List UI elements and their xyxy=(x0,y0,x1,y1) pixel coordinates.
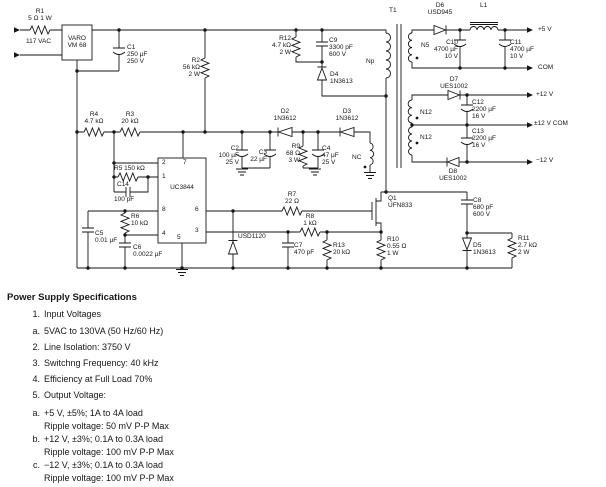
label-c11: C11 4700 µF 10 V xyxy=(510,39,534,60)
label-d3: D3 1N3612 xyxy=(335,108,359,122)
spec-text: Line Isolation: 3750 V xyxy=(44,342,131,352)
output-arrow xyxy=(527,122,533,128)
resistor-r1-symbol xyxy=(30,26,50,34)
spec-text: +5 V, ±5%; 1A to 4A load Ripple voltage: 50 mV P-P Max xyxy=(44,408,169,431)
label-rail-com: COM xyxy=(538,64,554,71)
resistor-r10-symbol xyxy=(377,240,385,260)
label-l1: L1 xyxy=(480,2,488,9)
label-pin-4: 4 xyxy=(162,230,166,237)
label-c9: C9 3300 pF 600 V xyxy=(329,37,353,58)
label-r12: R12 4.7 kΩ 2 W xyxy=(272,35,291,56)
label-r3: R3 20 kΩ xyxy=(121,111,139,125)
label-pin-6: 6 xyxy=(195,206,199,213)
diode-d3-symbol xyxy=(340,128,354,137)
spec-text: Output Voltage: xyxy=(44,390,107,400)
diode-usd1120-symbol xyxy=(229,241,238,255)
output-arrow xyxy=(527,27,533,33)
resistor-r6-symbol xyxy=(121,213,129,233)
label-d4: D4 1N3613 xyxy=(330,71,353,85)
label-r10: R10 0.55 Ω 1 W xyxy=(387,236,407,257)
label-117vac: 117 VAC xyxy=(26,38,52,45)
capacitor-c9-symbol xyxy=(316,42,328,46)
label-t1: T1 xyxy=(389,7,397,14)
winding-n5 xyxy=(408,33,412,62)
label-c5: C5 0.01 µF xyxy=(95,230,118,244)
label-winding-nc: NC xyxy=(352,154,362,161)
specs-title: Power Supply Specifications xyxy=(7,292,137,303)
label-usd1120: USD1120 xyxy=(238,233,266,240)
resistor-r13-symbol xyxy=(323,240,331,260)
output-arrow xyxy=(527,92,533,98)
label-r4: R4 4.7 kΩ xyxy=(84,111,104,125)
label-d5: D5 1N3613 xyxy=(473,242,496,256)
label-winding-n12-upper: N12 xyxy=(420,109,432,116)
label-c2: C2 100 µF 25 V xyxy=(218,145,239,166)
spec-text: Switchng Frequency: 40 kHz xyxy=(44,358,159,368)
label-r9: R9 68 Ω 3 W xyxy=(286,143,300,164)
label-q1: Q1 UFN833 xyxy=(388,195,413,209)
label-c1: C1 250 µF 250 V xyxy=(127,44,148,65)
input-arrow xyxy=(14,52,20,58)
resistor-r3-symbol xyxy=(120,128,140,136)
winding-np xyxy=(386,33,391,78)
label-rail-pm12com: ±12 V COM xyxy=(534,120,568,127)
spec-text: 5VAC to 130VA (50 Hz/60 Hz) xyxy=(44,326,164,336)
spec-marker: c. xyxy=(32,460,40,470)
output-arrow xyxy=(527,159,533,165)
label-pin-7: 7 xyxy=(183,159,187,166)
spec-marker: b. xyxy=(32,434,40,444)
capacitor-c6-symbol xyxy=(119,243,131,247)
ground-icon xyxy=(364,173,376,179)
label-c13: C13 2200 µF 16 V xyxy=(472,128,496,149)
spec-marker: a. xyxy=(32,326,40,336)
spec-text: Efficiency at Full Load 70% xyxy=(44,374,153,384)
diode-d8-symbol xyxy=(447,158,459,167)
label-r1: R1 5 Ω 1 W xyxy=(28,8,52,22)
label-d6: D6 USD945 xyxy=(427,2,453,16)
diode-d6-symbol xyxy=(434,26,446,35)
output-arrow xyxy=(527,65,533,71)
label-pin-8: 8 xyxy=(162,206,166,213)
diode-d4-symbol xyxy=(318,67,327,80)
label-r2: R2 56 kΩ 2 W xyxy=(182,57,200,78)
label-pin-3: 3 xyxy=(195,227,199,234)
resistor-r2-symbol xyxy=(201,58,209,78)
label-pin-1: 1 xyxy=(162,173,166,180)
label-pin-5: 5 xyxy=(177,234,181,241)
diode-d7-symbol xyxy=(448,91,460,100)
label-c12: C12 2200 µF 16 V xyxy=(472,99,496,120)
winding-nc xyxy=(370,143,374,165)
label-c6: C6 0.0022 µF xyxy=(133,244,163,258)
diode-d5-symbol xyxy=(463,238,472,251)
resistor-r9-symbol xyxy=(299,146,307,166)
spec-marker: 1. xyxy=(32,309,40,319)
resistor-r11-symbol xyxy=(508,238,516,258)
label-c14: C14 xyxy=(117,181,129,188)
spec-marker: 3. xyxy=(32,358,40,368)
label-winding-n5: N5 xyxy=(421,42,430,49)
label-r5: R5 150 kΩ xyxy=(114,165,145,172)
ground-icon xyxy=(309,169,321,175)
label-winding-np: Np xyxy=(366,58,375,65)
resistor-r4-symbol xyxy=(84,128,104,136)
label-c10: C10 4700 µF 10 V xyxy=(434,39,458,60)
diode-d2-symbol xyxy=(278,128,292,137)
spec-marker: 5. xyxy=(32,390,40,400)
label-r7: R7 22 Ω xyxy=(285,191,299,205)
spec-marker: 4. xyxy=(32,374,40,384)
mosfet-q1-symbol xyxy=(372,192,381,232)
label-c8: C8 680 pF 600 V xyxy=(473,197,494,218)
winding-n12-lower xyxy=(409,127,412,155)
spec-text: −12 V, ±3%; 0.1A to 0.3A load Ripple voltage: 100 mV P-P Max xyxy=(44,460,174,483)
label-uc3844: UC3844 xyxy=(170,184,194,191)
label-c3: C3 22 µF xyxy=(250,149,267,163)
spec-marker: a. xyxy=(32,408,40,418)
resistor-r8-symbol xyxy=(300,228,320,236)
resistor-symbols xyxy=(30,26,516,260)
spec-text: Input Voltages xyxy=(44,309,102,319)
label-d2: D2 1N3612 xyxy=(273,108,297,122)
winding-n12-upper xyxy=(408,100,412,123)
ground-icon xyxy=(176,270,188,276)
input-arrow xyxy=(14,27,20,33)
label-r6: R6 10 kΩ xyxy=(131,213,149,227)
inductor-l1-symbol xyxy=(470,27,498,30)
capacitor-c5-symbol xyxy=(82,228,94,232)
label-r13: R13 20 kΩ xyxy=(333,242,351,256)
label-r11: R11 2.7 kΩ 2 W xyxy=(518,235,537,256)
label-c14-value: 100 pF xyxy=(114,196,135,203)
label-rail-plus5: +5 V xyxy=(538,26,552,33)
capacitor-c1-symbol xyxy=(113,48,125,55)
spec-text: +12 V, ±3%; 0.1A to 0.3A load Ripple voltage: 100 mV P-P Max xyxy=(44,434,174,457)
ground-icon xyxy=(236,169,248,175)
spec-marker: 2. xyxy=(32,342,40,352)
label-varo-vm68: VARO VM 68 xyxy=(67,35,87,49)
label-c4: C4 47 µF 25 V xyxy=(322,145,339,166)
label-rail-plus12: +12 V xyxy=(536,91,554,98)
label-c7: C7 470 pF xyxy=(294,242,315,256)
resistor-r5-symbol xyxy=(118,173,138,181)
label-r8: R8 1 kΩ xyxy=(303,213,317,227)
label-d8: D8 UES1002 xyxy=(439,168,467,182)
label-winding-n12-lower: N12 xyxy=(420,134,432,141)
label-d7: D7 UES1002 xyxy=(440,76,468,90)
capacitor-c7-symbol xyxy=(282,243,294,247)
label-rail-minus12: −12 V xyxy=(536,157,554,164)
label-pin-2: 2 xyxy=(162,159,166,166)
capacitor-c8-symbol xyxy=(461,200,473,204)
resistor-r12-symbol xyxy=(292,37,300,57)
